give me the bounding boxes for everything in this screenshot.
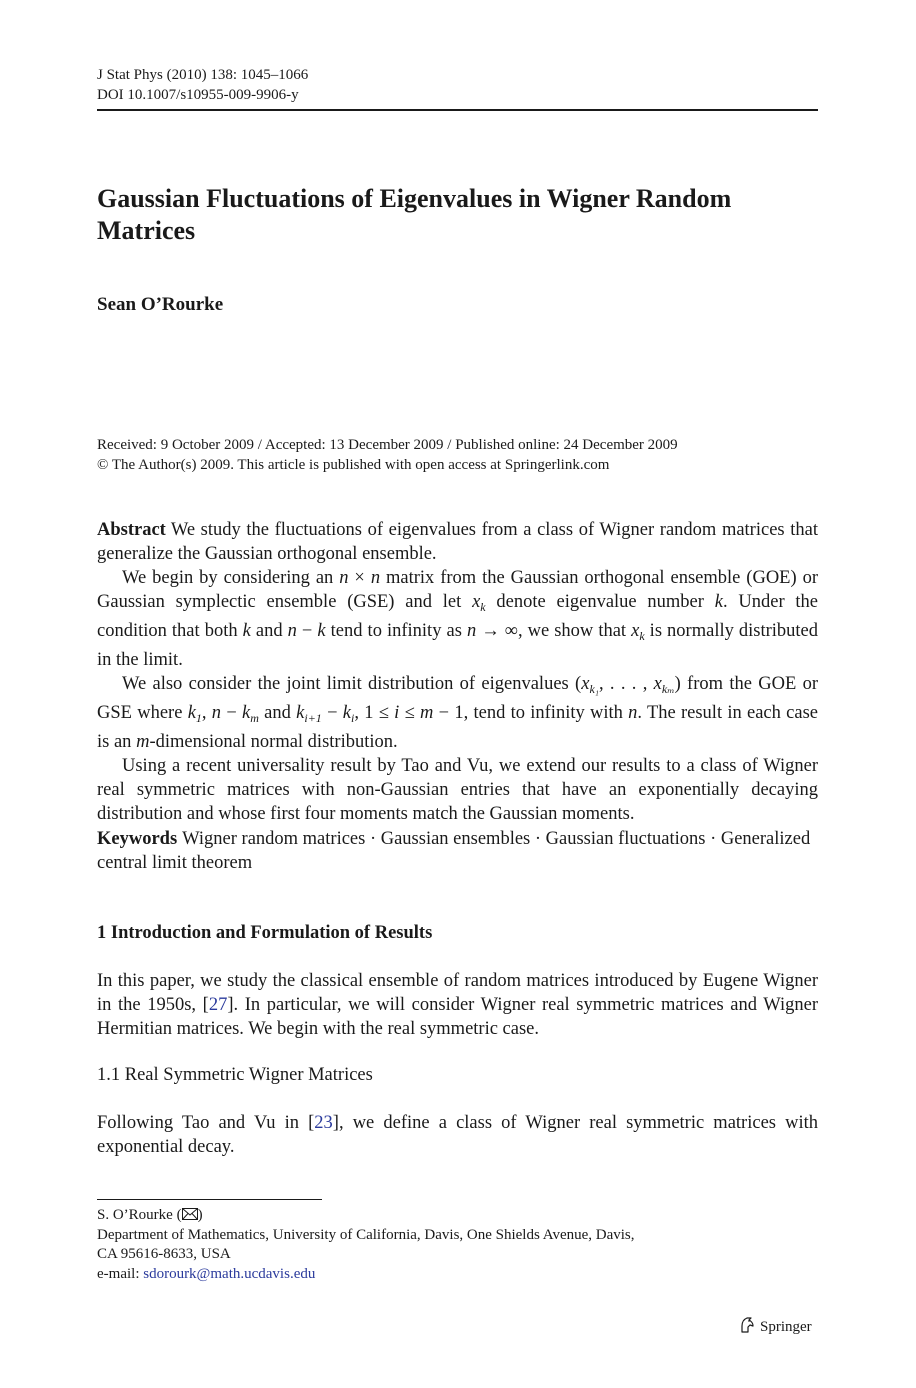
email-link[interactable]: sdorourk@math.ucdavis.edu bbox=[143, 1265, 316, 1282]
subsection-paragraph: Following Tao and Vu in [23], we define a class of Wigner real symmetric matrices with exponential decay. bbox=[97, 1113, 818, 1157]
keywords-label: Keywords bbox=[97, 829, 178, 849]
email-label: e-mail: bbox=[97, 1265, 144, 1282]
doi: DOI 10.1007/s10955-009-9906-y bbox=[97, 86, 299, 103]
envelope-icon bbox=[182, 1207, 198, 1226]
publisher-name: Springer bbox=[760, 1319, 812, 1335]
citation-23[interactable]: 23 bbox=[314, 1113, 333, 1133]
footnote: S. O’Rourke ( ) Department of Mathematics, University of California, Davis, One Shields Avenue, Davis, CA 95616-8633, USA e-mail: sdorourk@math.ucdavis.edu bbox=[97, 1207, 635, 1282]
keywords bbox=[97, 827, 818, 875]
header-rule bbox=[97, 109, 818, 111]
springer-horse-icon bbox=[738, 1316, 756, 1339]
subsection-heading: 1.1 Real Symmetric Wigner Matrices bbox=[97, 1065, 373, 1085]
paper-title: Gaussian Fluctuations of Eigenvalues in Wigner Random Matrices bbox=[97, 184, 732, 245]
abstract-p2: We begin by considering an n × n matrix from the Gaussian orthogonal ensemble (GOE) or Gaussian symplectic ensemble (GSE) and let $x_k$ denote eigenvalue number k. Under the condition that both k and n − k tend to infinity as n → ∞, we show that $x_k$ is normally distributed in the limit. bbox=[97, 568, 819, 670]
running-header bbox=[97, 66, 308, 105]
abstract-p1: We study the fluctuations of eigenvalues from a class of Wigner random matrices that generalize the Gaussian orthogonal ensemble. bbox=[97, 520, 818, 564]
section-heading: 1 Introduction and Formulation of Results bbox=[97, 923, 433, 943]
copyright-line: © The Author(s) 2009. This article is published with open access at Springerlink.com bbox=[97, 457, 610, 473]
footnote-name: S. O’Rourke ( bbox=[97, 1207, 182, 1223]
abstract-label: Abstract bbox=[97, 520, 166, 540]
journal-citation: J Stat Phys (2010) 138: 1045–1066 bbox=[97, 67, 309, 83]
footnote-affiliation-1: Department of Mathematics, University of California, Davis, One Shields Avenue, Davis, bbox=[97, 1227, 635, 1244]
publisher-mark bbox=[738, 1316, 812, 1339]
dates-line: Received: 9 October 2009 / Accepted: 13 December 2009 / Published online: 24 December 2009 bbox=[97, 437, 678, 453]
footnote-rule bbox=[97, 1199, 322, 1200]
author-name: Sean O’Rourke bbox=[97, 294, 224, 315]
abstract-p3: We also consider the joint limit distribution of eigenvalues ($x_{k_1}$, . . . , $x_{k_m}$) from the GOE or GSE where $k_1$, $n - k_m$ and $k_{i+1} - k_i$, 1 ≤ i ≤ m − 1, tend to infinity with n. The result in each case is an m-dimensional normal distribution. bbox=[97, 674, 819, 752]
abstract bbox=[97, 518, 818, 826]
citation-27[interactable]: 27 bbox=[208, 995, 228, 1015]
abstract-p4: Using a recent universality result by Tao and Vu, we extend our results to a class of Wigner real symmetric matrices with non-Gaussian entries that have an exponentially decaying distribution and whose first four moments match the Gaussian moments. bbox=[97, 756, 818, 824]
footnote-affiliation-2: CA 95616-8633, USA bbox=[97, 1246, 231, 1263]
publication-info bbox=[97, 435, 678, 475]
keywords-text: Wigner random matrices · Gaussian ensembles · Gaussian fluctuations · Generalized central limit theorem bbox=[97, 829, 811, 873]
intro-paragraph: In this paper, we study the classical ensemble of random matrices introduced by Eugene Wigner in the 1950s, [27]. In particular, we will consider Wigner real symmetric matrices and Wigner Hermitian matrices. We begin with the real symmetric case. bbox=[97, 971, 818, 1039]
